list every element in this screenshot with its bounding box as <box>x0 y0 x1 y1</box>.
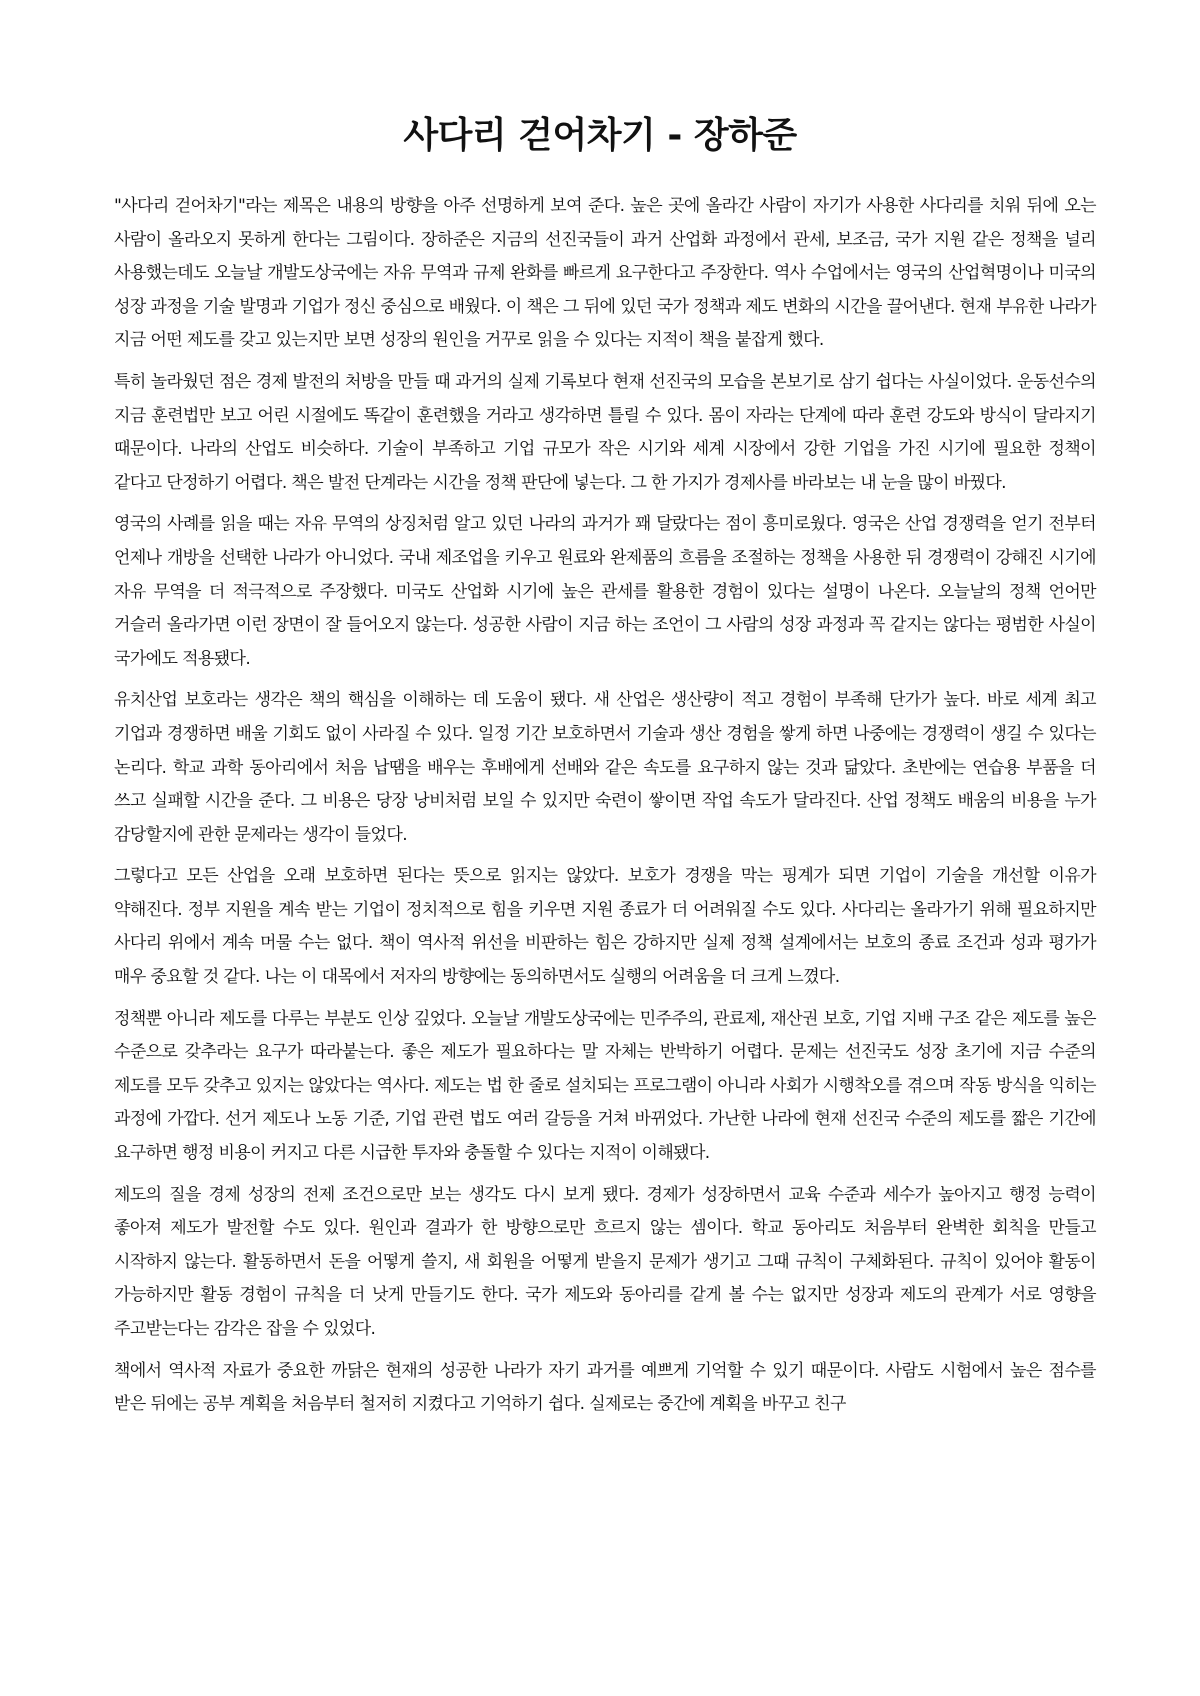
document-title: 사다리 걷어차기 - 장하준 <box>403 115 797 156</box>
paragraph: 책에서 역사적 자료가 중요한 까닭은 현재의 성공한 나라가 자기 과거를 예쁘게 기억할 수 있기 때문이다. 사람도 시험에서 높은 점수를 받은 뒤에는 공부 계획을 처음부터 철저히 지켰다고 기억하기 쉽다. 실제로는 중간에 계획을 바꾸고 친구 <box>114 1360 1096 1415</box>
paragraph: 영국의 사례를 읽을 때는 자유 무역의 상징처럼 알고 있던 나라의 과거가 꽤 달랐다는 점이 흥미로웠다. 영국은 산업 경쟁력을 얻기 전부터 언제나 개방을 선택한 나라가 아니었다. 국내 제조업을 키우고 원료와 완제품의 흐름을 조절하는 정책을 사용한 뒤 경쟁력이 강해진 시기에 자유 무역을 더 적극적으로 주장했다. 미국도 산업화 시기에 높은 관세를 활용한 경험이 있다는 설명이 나온다. 오늘날의 정책 언어만 거슬러 올라가면 이런 장면이 잘 들어오지 않는다. 성공한 사람이 지금 하는 조언이 그 사람의 성장 과정과 꼭 같지는 않다는 평범한 사실이 국가에도 적용됐다. <box>114 514 1096 669</box>
paragraph: 정책뿐 아니라 제도를 다루는 부분도 인상 깊었다. 오늘날 개발도상국에는 민주주의, 관료제, 재산권 보호, 기업 지배 구조 같은 제도를 높은 수준으로 갖추라는 요구가 따라붙는다. 좋은 제도가 필요하다는 말 자체는 반박하기 어렵다. 문제는 선진국도 성장 초기에 지금 수준의 제도를 모두 갖추고 있지는 않았다는 역사다. 제도는 법 한 줄로 설치되는 프로그램이 아니라 사회가 시행착오를 겪으며 작동 방식을 익히는 과정에 가깝다. 선거 제도나 노동 기준, 기업 관련 법도 여러 갈등을 거쳐 바뀌었다. 가난한 나라에 현재 선진국 수준의 제도를 짧은 기간에 요구하면 행정 비용이 커지고 다른 시급한 투자와 충돌할 수 있다는 지적이 이해됐다. <box>114 1008 1096 1164</box>
paragraph: 제도의 질을 경제 성장의 전제 조건으로만 보는 생각도 다시 보게 됐다. 경제가 성장하면서 교육 수준과 세수가 높아지고 행정 능력이 좋아져 제도가 발전할 수도 있다. 원인과 결과가 한 방향으로만 흐르지 않는 셈이다. 학교 동아리도 처음부터 완벽한 회칙을 만들고 시작하지 않는다. 활동하면서 돈을 어떻게 쓸지, 새 회원을 어떻게 받을지 문제가 생기고 그때 규칙이 구체화된다. 규칙이 있어야 활동이 가능하지만 활동 경험이 규칙을 더 낫게 만들기도 한다. 국가 제도와 동아리를 같게 볼 수는 없지만 성장과 제도의 관계가 서로 영향을 주고받는다는 감각은 잡을 수 있었다. <box>114 1184 1096 1339</box>
document-body <box>114 190 1096 1430</box>
paragraph: "사다리 걷어차기"라는 제목은 내용의 방향을 아주 선명하게 보여 준다. 높은 곳에 올라간 사람이 자기가 사용한 사다리를 치워 뒤에 오는 사람이 올라오지 못하게 한다는 그림이다. 장하준은 지금의 선진국들이 과거 산업화 과정에서 관세, 보조금, 국가 지원 같은 정책을 널리 사용했는데도 오늘날 개발도상국에는 자유 무역과 규제 완화를 빠르게 요구한다고 주장한다. 역사 수업에서는 영국의 산업혁명이나 미국의 성장 과정을 기술 발명과 기업가 정신 중심으로 배웠다. 이 책은 그 뒤에 있던 국가 정책과 제도 변화의 시간을 끌어낸다. 현재 부유한 나라가 지금 어떤 제도를 갖고 있는지만 보면 성장의 원인을 거꾸로 읽을 수 있다는 지적이 책을 붙잡게 했다. <box>114 196 1096 351</box>
paragraph: 특히 놀라웠던 점은 경제 발전의 처방을 만들 때 과거의 실제 기록보다 현재 선진국의 모습을 본보기로 삼기 쉽다는 사실이었다. 운동선수의 지금 훈련법만 보고 어린 시절에도 똑같이 훈련했을 거라고 생각하면 틀릴 수 있다. 몸이 자라는 단계에 따라 훈련 강도와 방식이 달라지기 때문이다. 나라의 산업도 비슷하다. 기술이 부족하고 기업 규모가 작은 시기와 세계 시장에서 강한 기업을 가진 시기에 필요한 정책이 같다고 단정하기 어렵다. 책은 발전 단계라는 시간을 정책 판단에 넣는다. 그 한 가지가 경제사를 바라보는 내 눈을 많이 바꿨다. <box>114 371 1096 493</box>
paragraph: 그렇다고 모든 산업을 오래 보호하면 된다는 뜻으로 읽지는 않았다. 보호가 경쟁을 막는 핑계가 되면 기업이 기술을 개선할 이유가 약해진다. 정부 지원을 계속 받는 기업이 정치적으로 힘을 키우면 지원 종료가 더 어려워질 수도 있다. 사다리는 올라가기 위해 필요하지만 사다리 위에서 계속 머물 수는 없다. 책이 역사적 위선을 비판하는 힘은 강하지만 실제 정책 설계에서는 보호의 종료 조건과 성과 평가가 매우 중요할 것 같다. 나는 이 대목에서 저자의 방향에는 동의하면서도 실행의 어려움을 더 크게 느꼈다. <box>114 866 1096 988</box>
paragraph: 유치산업 보호라는 생각은 책의 핵심을 이해하는 데 도움이 됐다. 새 산업은 생산량이 적고 경험이 부족해 단가가 높다. 바로 세계 최고 기업과 경쟁하면 배울 기회도 없이 사라질 수 있다. 일정 기간 보호하면서 기술과 생산 경험을 쌓게 하면 나중에는 경쟁력이 생길 수 있다는 논리다. 학교 과학 동아리에서 처음 납땜을 배우는 후배에게 선배와 같은 속도를 요구하지 않는 것과 닮았다. 초반에는 연습용 부품을 더 쓰고 실패할 시간을 준다. 그 비용은 당장 낭비처럼 보일 수 있지만 숙련이 쌓이면 작업 속도가 달라진다. 산업 정책도 배움의 비용을 누가 감당할지에 관한 문제라는 생각이 들었다. <box>114 690 1096 845</box>
